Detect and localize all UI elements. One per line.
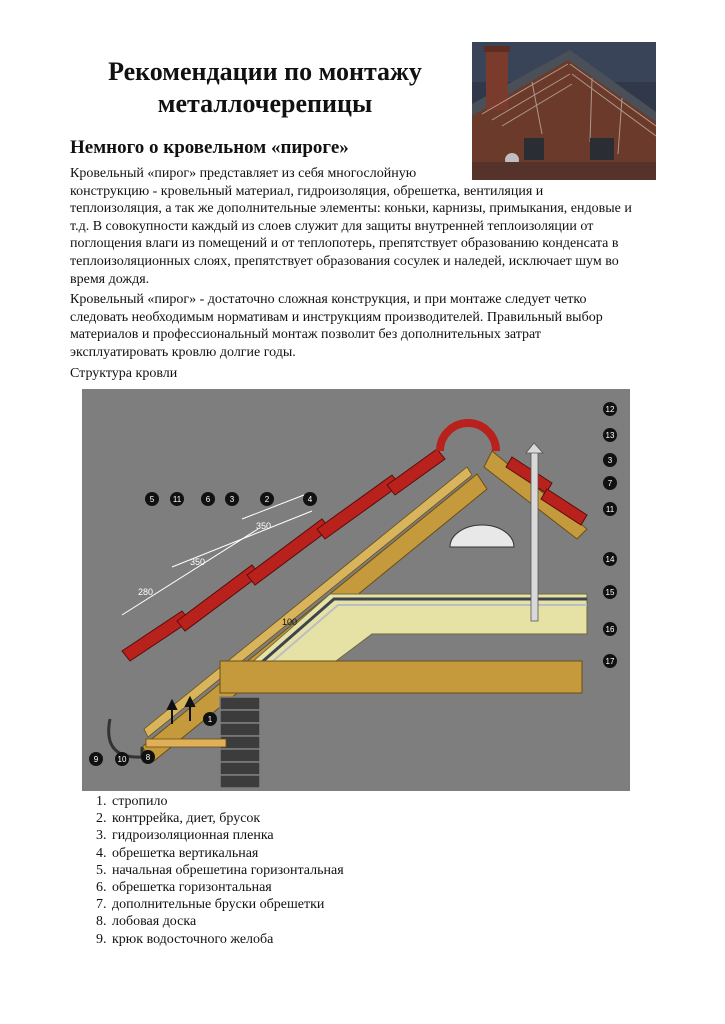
- legend-text: обрешетка вертикальная: [112, 845, 259, 861]
- legend-text: контррейка, диет, брусок: [112, 811, 261, 827]
- dimension-280: 280: [138, 587, 154, 597]
- legend-text: гидроизоляционная пленка: [112, 828, 274, 844]
- legend-text: дополнительные бруски обрешетки: [112, 897, 325, 913]
- legend-number: 2.: [96, 811, 107, 827]
- paragraph-2-line: Кровельный «пирог» - достаточно сложная конструкция, и при монтаже следует четко: [70, 292, 587, 307]
- legend-number: 5.: [96, 862, 107, 878]
- title-line-1: Рекомендации по монтажу: [108, 57, 422, 86]
- legend-number: 8.: [96, 914, 107, 930]
- legend-text: крюк водосточного желоба: [112, 931, 274, 947]
- legend-number: 4.: [96, 845, 107, 861]
- paragraph-1-line: время дождя.: [70, 271, 150, 287]
- callout-5: 5: [149, 495, 155, 504]
- dimension-350-upper: 350: [256, 521, 272, 531]
- dimension-350-lower: 350: [190, 557, 206, 567]
- callout-4: 4: [307, 495, 313, 504]
- diagram-caption: Структура кровли: [70, 366, 178, 381]
- paragraph-1-line: теплоизоляция, а так же дополнительные элементы: коньки, карнизы, примыкания, ендовые и: [70, 201, 632, 217]
- callout-11-left: 11: [172, 495, 182, 504]
- legend-number: 6.: [96, 880, 107, 896]
- callout-1: 1: [207, 715, 213, 724]
- callout-9: 9: [93, 755, 99, 764]
- callout-7: 7: [607, 479, 613, 488]
- dimension-100: 100: [282, 617, 298, 627]
- section-heading: Немного о кровельном «пироге»: [70, 137, 349, 158]
- paragraph-1: [70, 165, 632, 288]
- legend-number: 1.: [96, 794, 107, 809]
- callout-14: 14: [605, 555, 615, 564]
- paragraph-2: [70, 291, 603, 361]
- callout-6: 6: [205, 495, 211, 504]
- legend-item: [70, 879, 344, 896]
- paragraph-1-line: конструкцию - кровельный материал, гидроизоляция, обрешетка, вентиляция и: [70, 183, 544, 199]
- legend-item: [70, 810, 344, 827]
- page-title: [70, 56, 460, 120]
- callout-12: 12: [605, 405, 615, 414]
- callout-3-right: 3: [607, 456, 613, 465]
- title-line-2: металлочерепицы: [157, 89, 373, 118]
- legend-item: [70, 862, 344, 879]
- paragraph-2-line: следовать необходимым нормативам и инструкциям производителей. Правильный выбор: [70, 309, 603, 325]
- roof-structure-art: [82, 389, 630, 791]
- legend-text: стропило: [112, 794, 168, 809]
- legend-item: [70, 896, 344, 913]
- paragraph-1-line: т.д. В совокупности каждый из слоев служит для защиты внутренней теплоизоляции от: [70, 218, 594, 234]
- legend-text: обрешетка горизонтальная: [112, 880, 272, 896]
- callout-16: 16: [605, 625, 615, 634]
- callout-8: 8: [145, 753, 151, 762]
- callout-17: 17: [605, 657, 615, 666]
- legend-text: лобовая доска: [112, 914, 197, 930]
- house-roof-photo-art: [472, 42, 656, 180]
- callout-10: 10: [117, 755, 127, 764]
- house-roof-photo: [472, 42, 656, 180]
- legend-item: [70, 931, 344, 948]
- callout-11-right: 11: [605, 505, 615, 514]
- callout-13: 13: [605, 431, 615, 440]
- legend-number: 7.: [96, 897, 107, 913]
- legend-item: [70, 913, 344, 930]
- paragraph-1-line: Кровельный «пирог» представляет из себя многослойную: [70, 166, 417, 181]
- legend-number: 3.: [96, 828, 107, 844]
- legend-item: [70, 845, 344, 862]
- roof-structure-diagram: [82, 389, 630, 791]
- legend-list: [70, 793, 344, 948]
- legend-number: 9.: [96, 931, 107, 947]
- paragraph-1-line: поглощения влаги из помещений и от теплопотерь, препятствует образованию конденсата в: [70, 236, 619, 252]
- paragraph-2-line: материалов и профессиональный монтаж позволит без дополнительных затрат: [70, 327, 541, 343]
- legend-text: начальная обрешетина горизонтальная: [112, 862, 344, 878]
- callout-15: 15: [605, 588, 615, 597]
- callout-2: 2: [264, 495, 270, 504]
- legend-item: [70, 827, 344, 844]
- paragraph-1-line: теплоизоляционных слоях, препятствует образования сосулек и наледей, исключает шум во: [70, 253, 619, 269]
- paragraph-2-line: эксплуатировать кровлю долгие годы.: [70, 344, 296, 360]
- legend-item: [70, 793, 344, 810]
- callout-3-left: 3: [229, 495, 235, 504]
